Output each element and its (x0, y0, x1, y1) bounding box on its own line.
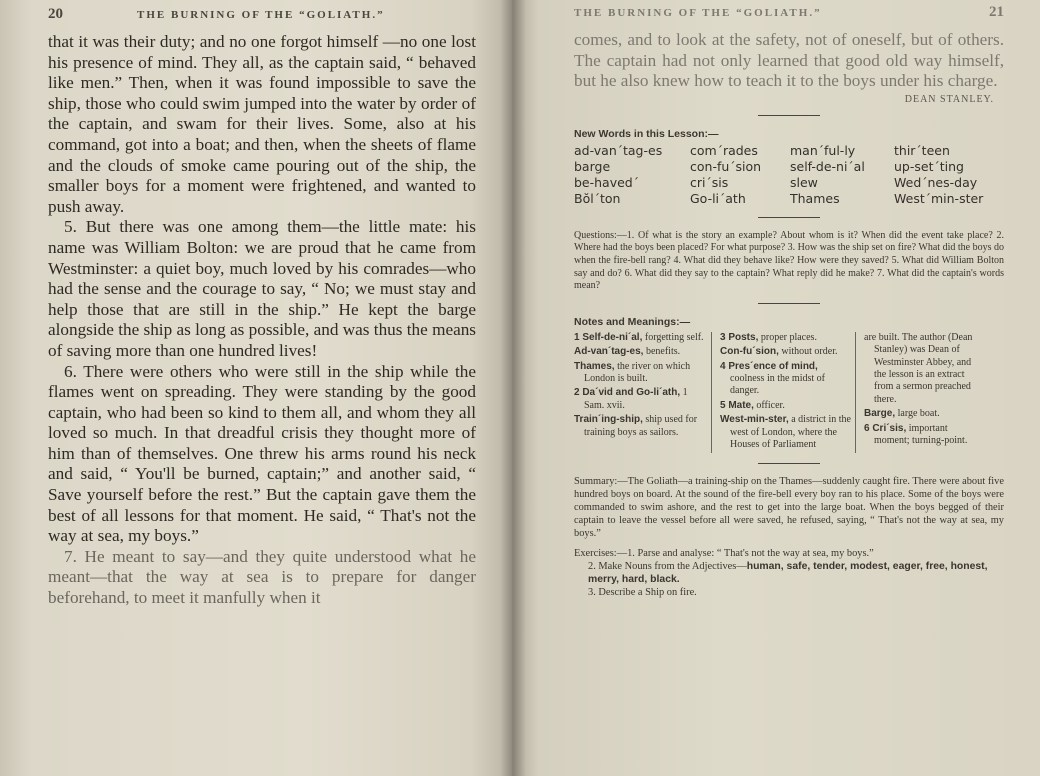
right-page (512, 0, 1040, 776)
note-entry: Ad-van´tag-es, benefits. (574, 346, 681, 358)
divider-rule (758, 115, 820, 116)
right-running-head (574, 4, 1004, 30)
word-item: ad-van´tag-es (574, 142, 663, 158)
note-entry: 5 Mate, officer. (720, 399, 785, 411)
word-item: Wed´nes-day (894, 174, 978, 190)
divider-rule (758, 463, 820, 464)
exercise-1: Exercises:—1. Parse and analyse: “ That's not the way at sea, my boys.” (574, 548, 874, 560)
note-entry: 2 Da´vid and Go-li´ath, 1 Sam. xvii. (574, 387, 688, 411)
author-signature: DEAN STANLEY. (904, 93, 994, 105)
note-entry: 6 Cri´sis, important moment; turning-point. (864, 422, 968, 446)
divider-rule (758, 303, 820, 304)
note-entry: are built. The author (Dean Stanley) was Dean of Westminster Abbey, and the lesson is an extract from a sermon preached there. (864, 331, 973, 405)
questions-block: Questions:—1. Of what is the story an example? About whom is it? When did the event take place? 2. Where had the boys been placed? For what purpose? 3. How was the ship set on fire? What did the boys do when the fire-bell rang? 4. What did they behave like? How were they saved? 5. What did William Bolton say and do? 6. What did they say to the captain? What reply did he make? 7. What did the captain's words mean? (574, 229, 1004, 292)
word-item: slew (790, 174, 818, 190)
left-running-title: THE BURNING OF THE “GOLIATH.” (137, 9, 385, 21)
word-item: Go-li´ath (690, 190, 746, 206)
exercise-2: 2. Make Nouns from the Adjectives—human, safe, tender, modest, eager, free, honest, merry, hard, black. (588, 561, 988, 585)
book-gutter (500, 0, 526, 776)
left-running-head (48, 6, 476, 32)
note-entry: Train´ing-ship, ship used for training boys as sailors. (574, 414, 698, 438)
notes-column-3 (864, 332, 982, 454)
notes-column-1 (574, 332, 712, 454)
divider-rule (758, 217, 820, 218)
word-item: be-haved´ (574, 174, 639, 190)
note-entry: Con-fu´sion, without order. (720, 346, 838, 358)
word-item: Thames (790, 190, 840, 206)
exercises-block (574, 548, 1004, 599)
right-page-number: 21 (989, 4, 1004, 20)
paragraph-continued: that it was their duty; and no one forgot himself —no one lost his presence of mind. They all, as the captain said, “ behaved like men.” Then, when it was found impossible to save the ship, those who could swim jumped into the water by order of the captain, and swam for their lives. Some, also at his command, got into a boat; and then, when the sheets of flame and the clouds of smoke came pouring out of the ship, the smaller boys for a moment were frightened, and wanted to push away. (48, 32, 476, 216)
notes-heading: Notes and Meanings:— (574, 315, 691, 328)
left-page-number: 20 (48, 6, 63, 22)
left-page (0, 0, 512, 776)
word-item: man´ful-ly (790, 142, 856, 158)
word-item: self-de-ni´al (790, 158, 865, 174)
paragraph-6: 6. There were others who were still in the ship while the flames went on spreading. They were standing by the good captain, who had been so kind to them all, and whom they all loved so much. In that dreadful crisis they thought more of him than of themselves. One threw his arms round his neck and said, “ You'll be burned, captain;” and another said, “ Save yourself before the rest.” But the captain gave them the best of all lessons for that moment. He said, “ That's not the way at sea, my boys.” (48, 361, 476, 546)
right-running-title: THE BURNING OF THE “GOLIATH.” (574, 7, 822, 19)
word-item: cri´sis (690, 174, 729, 190)
word-item: barge (574, 158, 611, 174)
notes-column-2 (720, 332, 856, 454)
right-body-text (574, 30, 1004, 92)
word-item: thir´teen (894, 142, 950, 158)
summary-block: Summary:—The Goliath—a training-ship on the Thames—suddenly caught fire. There were about five hundred boys on board. At the sound of the fire-bell every boy ran to his place. Some of the boys were commanded to swim ashore, and the rest to get into the large boat. When the boys begged of their captain to leave the vessel before all were saved, he refused, saying, “ That's not the way at sea, my boys.” (574, 476, 1004, 539)
word-item: com´rades (690, 142, 758, 158)
word-item: Bŏl´ton (574, 190, 621, 206)
new-words-heading: New Words in this Lesson:— (574, 127, 719, 140)
note-entry: 3 Posts, proper places. (720, 331, 817, 343)
note-entry: West-min-ster, a district in the west of London, where the Houses of Parliament (720, 414, 851, 450)
note-entry: Barge, large boat. (864, 408, 940, 420)
left-body-text (48, 32, 476, 609)
word-item: con-fu´sion (690, 158, 762, 174)
note-entry: 4 Pres´ence of mind, coolness in the midst of danger. (720, 360, 825, 397)
paragraph-5: 5. But there was one among them—the little mate: his name was William Bolton: we are proud that he came from Westminster: a quiet boy, much loved by his comrades—who had the sense and the courage to say, “ No; we must stay and help those that are still in the ship.” He kept the barge alongside the ship as long as possible, and was thus the means of saving more than one hundred lives! (48, 217, 476, 360)
exercise-3: 3. Describe a Ship on fire. (588, 586, 697, 598)
new-words-grid (574, 143, 1004, 207)
note-entry: 1 Self-de-ni´al, forgetting self. (574, 331, 704, 343)
opening-text: comes, and to look at the safety, not of oneself, but of others. The captain had not only learned that good old way himself, but he also knew how to teach it to the boys under his charge. (574, 30, 1004, 91)
word-item: West´min-ster (894, 190, 984, 206)
word-item: up-set´ting (894, 158, 964, 174)
notes-table (574, 332, 1004, 454)
note-entry: Thames, the river on which London is built. (574, 360, 691, 384)
paragraph-7: 7. He meant to say—and they quite understood what he meant—that the way at sea is to prepare for danger beforehand, to meet it manfully when it (48, 546, 476, 608)
